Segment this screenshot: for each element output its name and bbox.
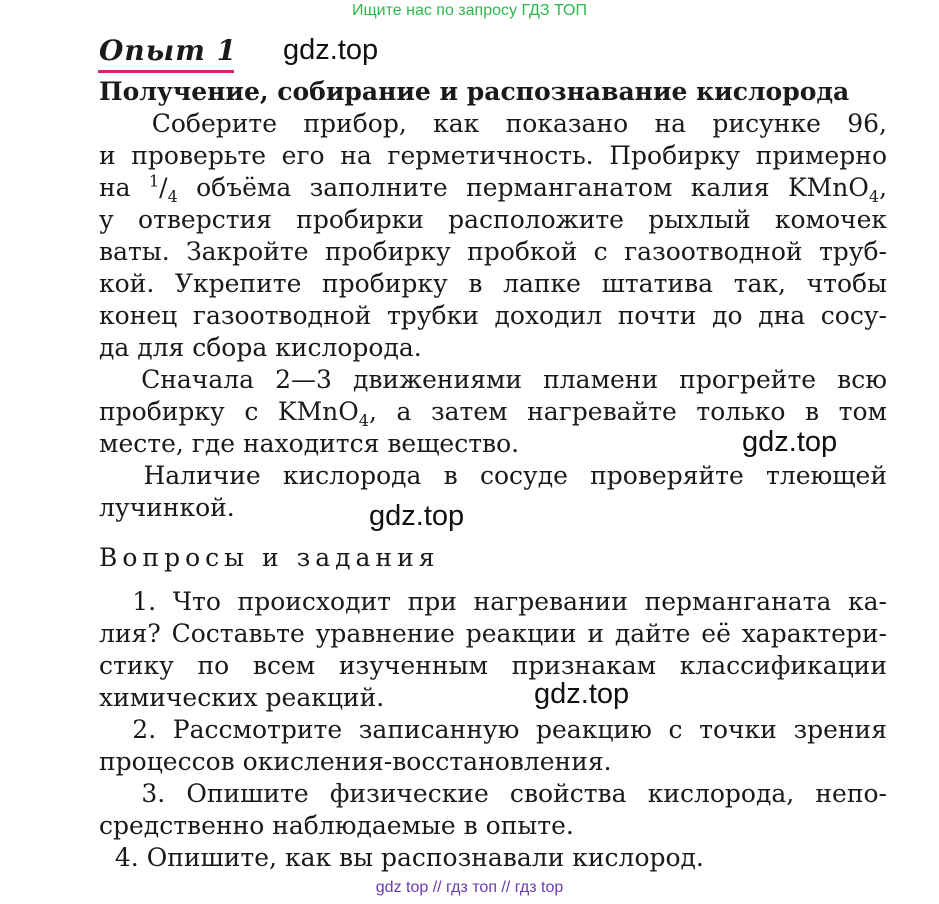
questions-heading: Вопросы и задания	[99, 543, 440, 572]
text-line: ваты. Закройте пробирку пробкой с газоотводной труб-	[99, 237, 887, 266]
text-line: 4. Опишите, как вы распознавали кислород.	[114, 843, 704, 872]
experiment-label-underline	[98, 70, 234, 73]
text-line: месте, где находится вещество.	[99, 429, 520, 458]
watermark: gdz.top	[369, 500, 465, 532]
paragraph-procedure	[99, 108, 887, 364]
text-line: средственно наблюдаемые в опыте.	[99, 811, 574, 840]
text-line: конец газоотводной трубки доходил почти до дна сосу-	[99, 301, 887, 330]
watermark: gdz.top	[283, 34, 379, 66]
text-line-formula: пробирку с KMnO$_4$, а затем нагревайте только в том	[99, 397, 887, 430]
text-line: стику по всем изученным признакам классификации	[99, 651, 887, 680]
text-line: лия? Составьте уравнение реакции и дайте её характери-	[99, 619, 887, 648]
experiment-heading: Получение, собирание и распознавание кислорода	[99, 77, 850, 106]
text-line: да для сбора кислорода.	[99, 333, 422, 362]
bottom-banner: gdz top // гдз топ // гдз top	[375, 879, 564, 896]
top-banner: Ищите нас по запросу ГДЗ ТОП	[352, 2, 587, 19]
paragraph-test	[99, 460, 887, 524]
text-line: кой. Укрепите пробирку в лапке штатива так, чтобы	[99, 269, 887, 298]
text-line: Соберите прибор, как показано на рисунке 96,	[151, 109, 887, 138]
experiment-label: Опыт 1	[99, 34, 238, 67]
question-2	[99, 714, 887, 778]
question-3	[99, 778, 887, 842]
text-line: у отверстия пробирки расположите рыхлый комочек	[99, 205, 887, 234]
text-line: процессов окисления-восстановления.	[99, 747, 612, 776]
watermark: gdz.top	[534, 678, 630, 710]
text-line-formula: на $^1/_4$ объёма заполните перманганатом калия KMnO$_4$,	[99, 171, 888, 206]
text-line: химических реакций.	[99, 683, 385, 712]
text-line: Сначала 2—3 движениями пламени прогрейте всю	[141, 365, 887, 394]
text-line: Наличие кислорода в сосуде проверяйте тлеющей	[143, 461, 887, 490]
text-line: и проверьте его на герметичность. Пробирку примерно	[99, 141, 887, 170]
text-line: 3. Опишите физические свойства кислорода, непо-	[141, 779, 887, 808]
question-1	[99, 586, 887, 714]
text-line: 2. Рассмотрите записанную реакцию с точки зрения	[132, 715, 887, 744]
text-line: лучинкой.	[99, 493, 235, 522]
text-line: 1. Что происходит при нагревании перманганата ка-	[132, 587, 887, 616]
watermark: gdz.top	[742, 426, 838, 458]
question-4	[99, 842, 887, 874]
